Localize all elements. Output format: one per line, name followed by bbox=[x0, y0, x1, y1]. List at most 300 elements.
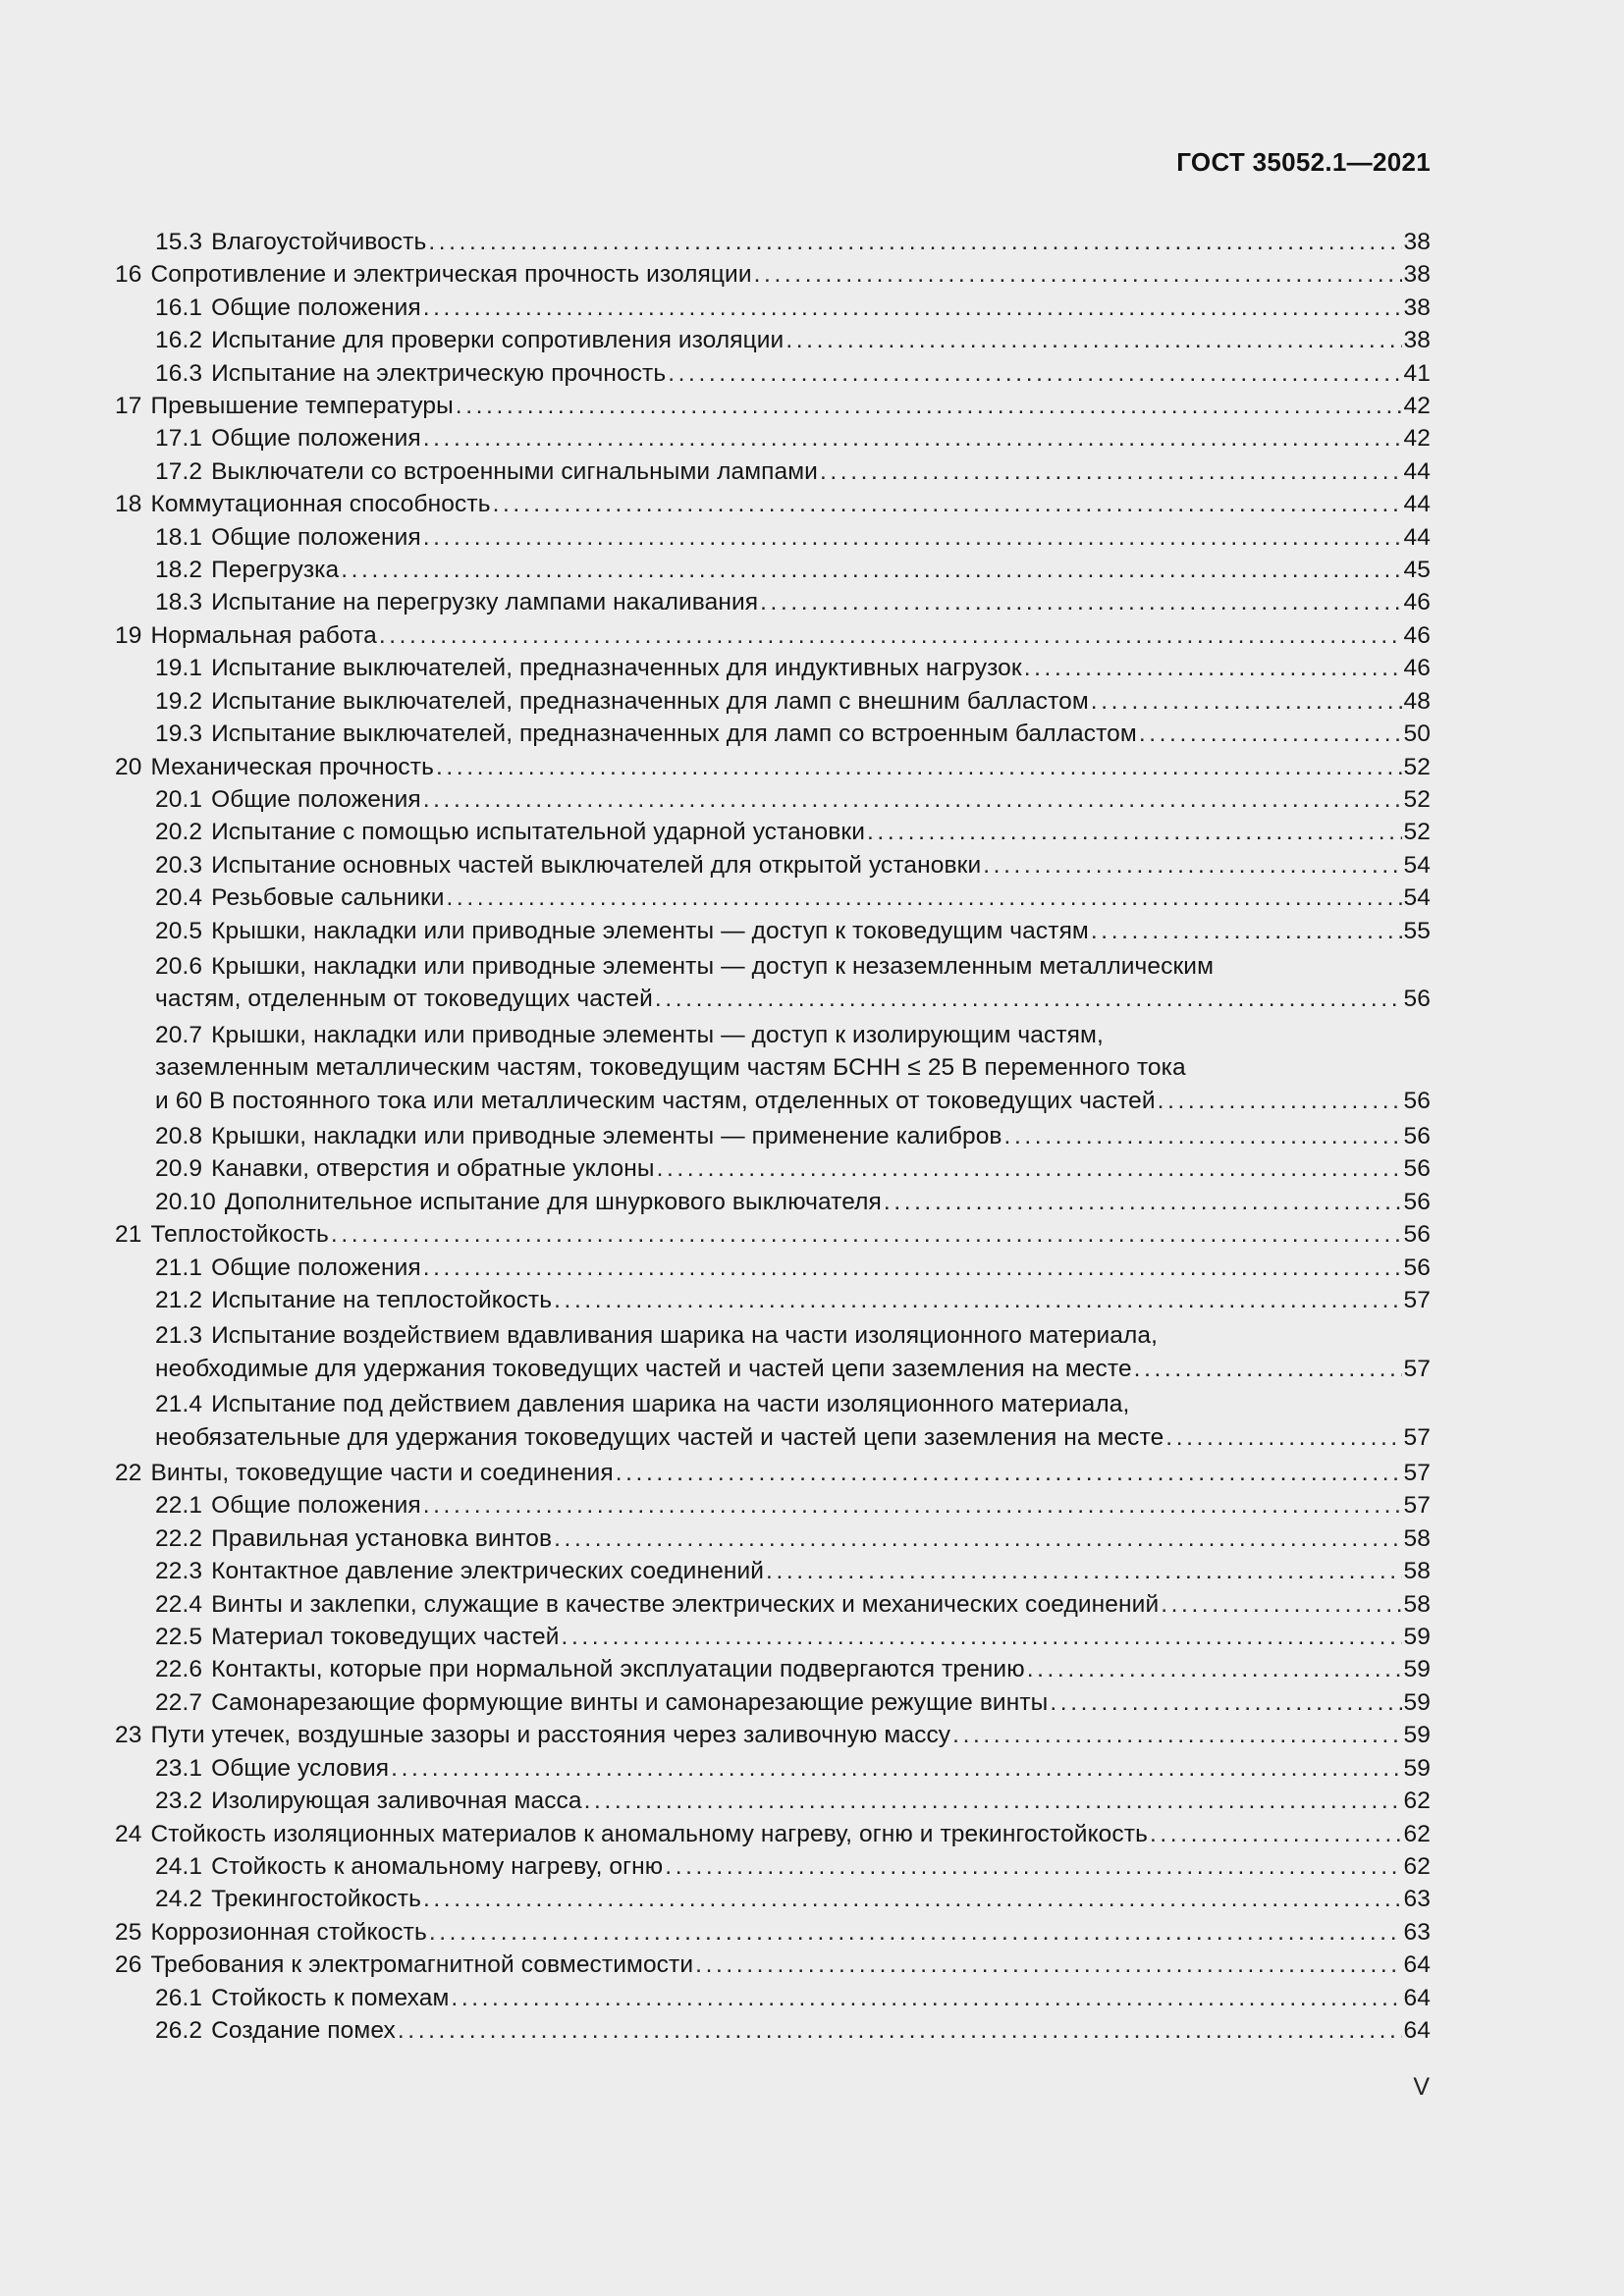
toc-entry bbox=[115, 324, 1431, 356]
toc-entry-title bbox=[155, 1391, 1129, 1417]
toc-entry-number: 19.2 bbox=[155, 687, 203, 715]
toc-dot-leader bbox=[493, 488, 1402, 520]
toc-entry-page: 46 bbox=[1403, 621, 1431, 649]
toc-entry-page: 41 bbox=[1403, 359, 1431, 387]
toc-entry-number: 18 bbox=[115, 491, 142, 518]
toc-dot-leader bbox=[379, 619, 1402, 652]
toc-line bbox=[155, 1152, 1431, 1185]
document-number-header: ГОСТ 35052.1—2021 bbox=[1176, 147, 1431, 177]
toc-entry-number: 18.3 bbox=[155, 589, 203, 616]
toc-entry bbox=[115, 849, 1431, 881]
toc-entry bbox=[115, 258, 1431, 291]
toc-entry-title bbox=[115, 1818, 1148, 1850]
toc-entry-title bbox=[115, 390, 454, 422]
toc-entry bbox=[115, 521, 1431, 554]
toc-entry-page: 46 bbox=[1403, 655, 1431, 682]
toc-entry-page: 59 bbox=[1403, 1688, 1431, 1716]
toc-dot-leader bbox=[423, 1883, 1402, 1915]
toc-entry-page: 56 bbox=[1403, 1188, 1431, 1215]
toc-entry-title bbox=[155, 783, 421, 816]
toc-line bbox=[155, 1785, 1431, 1817]
toc-entry-text: заземленным металлическим частям, токоведущим частям БСНН ≤ 25 В переменного тока bbox=[155, 1054, 1186, 1082]
toc-entry-text: Общие положения bbox=[211, 785, 421, 813]
toc-dot-leader bbox=[766, 1555, 1402, 1587]
toc-dot-leader bbox=[562, 1621, 1402, 1653]
toc-entry-text: Крышки, накладки или приводные элементы — доступ к изолирующим частям, bbox=[211, 1021, 1104, 1048]
toc-entry-title bbox=[155, 1152, 655, 1185]
toc-entry-number: 23.1 bbox=[155, 1754, 203, 1782]
toc-dot-leader bbox=[456, 390, 1402, 422]
toc-entry-title bbox=[155, 1353, 1132, 1385]
toc-dot-leader bbox=[391, 1752, 1401, 1785]
toc-dot-leader bbox=[695, 1949, 1401, 1981]
toc-entry-number: 16.2 bbox=[155, 327, 203, 354]
toc-dot-leader bbox=[423, 1252, 1402, 1284]
toc-dot-leader bbox=[428, 226, 1401, 258]
toc-entry-title bbox=[155, 422, 421, 454]
toc-entry bbox=[115, 1686, 1431, 1719]
toc-entry-page: 38 bbox=[1403, 229, 1431, 255]
toc-line bbox=[155, 521, 1431, 554]
toc-entry-text: Испытание выключателей, предназначенных для индуктивных нагрузок bbox=[211, 655, 1022, 682]
toc-line bbox=[155, 324, 1431, 356]
toc-dot-leader bbox=[423, 783, 1402, 816]
toc-entry-number: 19.3 bbox=[155, 721, 203, 748]
toc-entry-title bbox=[155, 226, 426, 258]
toc-line bbox=[155, 1019, 1431, 1051]
toc-entry-text: Испытание основных частей выключателей для открытой установки bbox=[211, 851, 982, 879]
toc-entry-page: 62 bbox=[1403, 1852, 1431, 1880]
toc-dot-leader bbox=[665, 1850, 1401, 1883]
toc-entry-title bbox=[115, 619, 377, 652]
toc-entry-number: 18.1 bbox=[155, 523, 203, 551]
toc-entry-title bbox=[115, 488, 491, 520]
toc-entry bbox=[115, 718, 1431, 750]
toc-entry-title bbox=[155, 1120, 1002, 1152]
table-of-contents bbox=[115, 226, 1431, 2047]
toc-entry-number: 23.2 bbox=[155, 1788, 203, 1815]
toc-entry bbox=[115, 455, 1431, 488]
toc-entry-title bbox=[155, 292, 421, 324]
toc-entry bbox=[115, 1818, 1431, 1850]
toc-entry-page: 56 bbox=[1403, 1122, 1431, 1149]
toc-line bbox=[115, 1719, 1431, 1751]
toc-entry-title bbox=[115, 751, 434, 783]
toc-entry-title bbox=[155, 1785, 582, 1817]
toc-entry bbox=[115, 1850, 1431, 1883]
toc-dot-leader bbox=[423, 292, 1402, 324]
toc-dot-leader bbox=[1158, 1085, 1402, 1117]
toc-line bbox=[155, 1883, 1431, 1915]
toc-entry-title bbox=[155, 1850, 663, 1883]
toc-entry-title bbox=[115, 1949, 693, 1981]
toc-dot-leader bbox=[655, 983, 1402, 1015]
toc-entry-number: 20.1 bbox=[155, 785, 203, 813]
toc-entry bbox=[115, 881, 1431, 914]
toc-dot-leader bbox=[952, 1719, 1401, 1751]
toc-line bbox=[155, 1186, 1431, 1218]
toc-entry-text: частям, отделенным от токоведущих частей bbox=[155, 986, 653, 1013]
toc-dot-leader bbox=[1165, 1421, 1401, 1454]
toc-entry bbox=[115, 1218, 1431, 1251]
toc-entry bbox=[115, 652, 1431, 684]
toc-line bbox=[155, 2014, 1431, 2047]
toc-entry-title bbox=[155, 1555, 764, 1587]
toc-entry-text: необходимые для удержания токоведущих частей и частей цепи заземления на месте bbox=[155, 1355, 1132, 1382]
toc-dot-leader bbox=[785, 324, 1401, 356]
toc-entry-text: Винты, токоведущие части и соединения bbox=[150, 1460, 614, 1487]
toc-entry-page: 44 bbox=[1403, 457, 1431, 485]
toc-entry-number: 15.3 bbox=[155, 229, 203, 255]
toc-line bbox=[155, 1252, 1431, 1284]
toc-entry-title bbox=[155, 1421, 1164, 1454]
toc-entry-number: 26 bbox=[115, 1951, 142, 1979]
toc-entry bbox=[115, 422, 1431, 454]
toc-line bbox=[115, 751, 1431, 783]
toc-entry-number: 24 bbox=[115, 1820, 142, 1847]
toc-entry-text: Общие положения bbox=[211, 1254, 421, 1281]
toc-dot-leader bbox=[331, 1218, 1402, 1251]
toc-entry-text: Общие условия bbox=[211, 1754, 390, 1782]
toc-entry-text: Винты и заклепки, служащие в качестве электрических и механических соединений bbox=[211, 1590, 1160, 1618]
toc-entry-title bbox=[155, 1686, 1048, 1719]
toc-line bbox=[155, 849, 1431, 881]
toc-entry-page: 62 bbox=[1403, 1820, 1431, 1847]
toc-entry-page: 57 bbox=[1403, 1287, 1431, 1313]
toc-entry-number: 22.2 bbox=[155, 1524, 203, 1552]
toc-entry-page: 59 bbox=[1403, 1754, 1431, 1782]
toc-entry-number: 21 bbox=[115, 1221, 142, 1249]
toc-entry-page: 63 bbox=[1403, 1886, 1431, 1913]
toc-entry bbox=[115, 915, 1431, 947]
toc-entry-text: Испытание для проверки сопротивления изоляции bbox=[211, 327, 785, 354]
toc-entry-number: 21.1 bbox=[155, 1254, 203, 1281]
toc-line bbox=[155, 554, 1431, 586]
toc-entry-title bbox=[155, 1022, 1104, 1048]
toc-entry bbox=[115, 619, 1431, 652]
toc-entry-page: 48 bbox=[1403, 687, 1431, 715]
toc-entry-page: 59 bbox=[1403, 1656, 1431, 1683]
toc-dot-leader bbox=[616, 1457, 1402, 1489]
toc-entry-text: Резьбовые сальники bbox=[211, 884, 445, 912]
toc-entry-text: Общие положения bbox=[211, 1492, 421, 1520]
toc-entry-text: Испытание на электрическую прочность bbox=[211, 359, 667, 387]
toc-line bbox=[115, 1949, 1431, 1981]
toc-entry-title bbox=[155, 652, 1022, 684]
toc-entry-title bbox=[155, 881, 445, 914]
toc-entry-number: 22 bbox=[115, 1460, 142, 1487]
toc-entry bbox=[115, 1457, 1431, 1489]
toc-dot-leader bbox=[1091, 915, 1402, 947]
toc-line bbox=[155, 1489, 1431, 1522]
toc-line bbox=[155, 1353, 1431, 1385]
toc-entry-title bbox=[155, 554, 339, 586]
toc-entry-number: 19 bbox=[115, 621, 142, 649]
toc-entry bbox=[115, 1319, 1431, 1385]
toc-entry-page: 54 bbox=[1403, 851, 1431, 879]
toc-dot-leader bbox=[1027, 1653, 1402, 1685]
toc-dot-leader bbox=[1134, 1353, 1402, 1385]
toc-entry-title bbox=[155, 1186, 882, 1218]
toc-entry bbox=[115, 816, 1431, 848]
toc-entry-text: Испытание на перегрузку лампами накаливания bbox=[211, 589, 759, 616]
toc-dot-leader bbox=[1050, 1686, 1401, 1719]
toc-entry-number: 23 bbox=[115, 1722, 142, 1749]
toc-entry-page: 38 bbox=[1403, 327, 1431, 354]
toc-line bbox=[155, 1588, 1431, 1621]
toc-entry bbox=[115, 586, 1431, 618]
toc-line bbox=[155, 455, 1431, 488]
toc-entry bbox=[115, 488, 1431, 520]
toc-entry-page: 58 bbox=[1403, 1590, 1431, 1618]
toc-entry-text: Контакты, которые при нормальной эксплуатации подвергаются трению bbox=[211, 1656, 1025, 1683]
toc-entry-text: Коммутационная способность bbox=[150, 491, 491, 518]
toc-entry-page: 56 bbox=[1403, 1087, 1431, 1114]
toc-entry-title bbox=[155, 1653, 1025, 1685]
toc-entry-page: 44 bbox=[1403, 523, 1431, 551]
toc-entry-text: Дополнительное испытание для шнуркового выключателя bbox=[224, 1188, 882, 1215]
toc-entry-text: Испытание воздействием вдавливания шарика на части изоляционного материала, bbox=[211, 1322, 1159, 1350]
toc-entry-number: 17.1 bbox=[155, 425, 203, 453]
toc-dot-leader bbox=[754, 258, 1402, 291]
toc-entry-number: 16.3 bbox=[155, 359, 203, 387]
toc-entry-title bbox=[115, 1218, 329, 1251]
toc-entry-page: 54 bbox=[1403, 884, 1431, 912]
toc-entry-page: 52 bbox=[1403, 753, 1431, 780]
toc-entry-title bbox=[115, 258, 752, 291]
toc-line bbox=[115, 258, 1431, 291]
toc-entry-page: 59 bbox=[1403, 1722, 1431, 1749]
toc-line bbox=[155, 1421, 1431, 1454]
toc-line bbox=[115, 390, 1431, 422]
toc-line bbox=[155, 915, 1431, 947]
toc-line bbox=[115, 1218, 1431, 1251]
toc-entry-page: 64 bbox=[1403, 1951, 1431, 1979]
toc-entry bbox=[115, 1949, 1431, 1981]
toc-entry-number: 20.6 bbox=[155, 952, 203, 980]
toc-entry-title bbox=[115, 1457, 614, 1489]
toc-entry-title bbox=[155, 324, 784, 356]
toc-dot-leader bbox=[341, 554, 1401, 586]
toc-line bbox=[155, 950, 1431, 983]
toc-entry-title bbox=[155, 915, 1089, 947]
toc-dot-leader bbox=[1024, 652, 1402, 684]
toc-entry-text: Изолирующая заливочная масса bbox=[211, 1788, 582, 1815]
toc-entry-title bbox=[155, 849, 981, 881]
toc-entry bbox=[115, 1284, 1431, 1316]
toc-entry-number: 17 bbox=[115, 393, 142, 420]
toc-dot-leader bbox=[867, 816, 1402, 848]
toc-entry-title bbox=[155, 718, 1137, 750]
toc-entry bbox=[115, 751, 1431, 783]
toc-entry-page: 64 bbox=[1403, 2016, 1431, 2044]
toc-entry-number: 25 bbox=[115, 1918, 142, 1946]
toc-dot-leader bbox=[451, 1982, 1401, 2014]
toc-entry bbox=[115, 226, 1431, 258]
toc-line bbox=[155, 983, 1431, 1015]
toc-entry-page: 46 bbox=[1403, 589, 1431, 616]
toc-entry-title bbox=[115, 1916, 427, 1949]
toc-entry-text: Испытание на теплостойкость bbox=[211, 1287, 553, 1313]
toc-entry-title bbox=[155, 1982, 449, 2014]
toc-entry-number: 20.5 bbox=[155, 917, 203, 944]
toc-line bbox=[155, 292, 1431, 324]
toc-entry bbox=[115, 1916, 1431, 1949]
toc-entry-text: Крышки, накладки или приводные элементы — доступ к токоведущим частям bbox=[211, 917, 1089, 944]
toc-entry-text: Правильная установка винтов bbox=[211, 1524, 553, 1552]
toc-entry-text: Общие положения bbox=[211, 425, 421, 453]
toc-line bbox=[155, 586, 1431, 618]
toc-entry-page: 57 bbox=[1403, 1423, 1431, 1451]
toc-line bbox=[115, 619, 1431, 652]
toc-line bbox=[155, 357, 1431, 390]
toc-entry-number: 16.1 bbox=[155, 294, 203, 321]
toc-entry bbox=[115, 1719, 1431, 1751]
toc-entry-number: 22.5 bbox=[155, 1624, 203, 1651]
toc-entry bbox=[115, 1489, 1431, 1522]
toc-entry bbox=[115, 685, 1431, 718]
toc-line bbox=[155, 881, 1431, 914]
toc-entry-number: 26.1 bbox=[155, 1984, 203, 2011]
toc-entry-text: Крышки, накладки или приводные элементы — доступ к незаземленным металлическим bbox=[211, 952, 1215, 980]
toc-dot-leader bbox=[429, 1916, 1402, 1949]
toc-entry-text: Крышки, накладки или приводные элементы — применение калибров bbox=[211, 1122, 1002, 1149]
toc-entry-number: 22.7 bbox=[155, 1688, 203, 1716]
toc-line bbox=[155, 1085, 1431, 1117]
toc-entry bbox=[115, 950, 1431, 1016]
toc-entry-text: Нормальная работа bbox=[150, 621, 377, 649]
toc-entry-page: 38 bbox=[1403, 261, 1431, 289]
toc-entry-title bbox=[155, 1284, 552, 1316]
toc-dot-leader bbox=[760, 586, 1401, 618]
toc-entry-number: 20.7 bbox=[155, 1021, 203, 1048]
toc-entry-page: 50 bbox=[1403, 721, 1431, 748]
toc-entry-title bbox=[115, 1719, 950, 1751]
toc-line bbox=[155, 1388, 1431, 1420]
toc-dot-leader bbox=[657, 1152, 1402, 1185]
toc-entry-text: Общие положения bbox=[211, 523, 421, 551]
toc-entry-text: необязательные для удержания токоведущих частей и частей цепи заземления на месте bbox=[155, 1423, 1164, 1451]
toc-dot-leader bbox=[1150, 1818, 1402, 1850]
toc-dot-leader bbox=[423, 422, 1402, 454]
toc-entry bbox=[115, 292, 1431, 324]
toc-entry-title bbox=[155, 455, 818, 488]
toc-entry-text: Стойкость к аномальному нагреву, огню bbox=[211, 1852, 664, 1880]
toc-entry-title bbox=[155, 953, 1214, 980]
toc-entry-text: Коррозионная стойкость bbox=[150, 1918, 427, 1946]
toc-line bbox=[155, 226, 1431, 258]
toc-entry-number: 26.2 bbox=[155, 2016, 203, 2044]
toc-entry-page: 44 bbox=[1403, 491, 1431, 518]
toc-entry-page: 57 bbox=[1403, 1355, 1431, 1382]
toc-entry-page: 52 bbox=[1403, 785, 1431, 813]
toc-entry bbox=[115, 2014, 1431, 2047]
toc-entry-number: 20.3 bbox=[155, 851, 203, 879]
toc-entry-page: 58 bbox=[1403, 1558, 1431, 1585]
toc-entry bbox=[115, 1883, 1431, 1915]
toc-line bbox=[155, 1982, 1431, 2014]
toc-entry-text: Сопротивление и электрическая прочность изоляции bbox=[150, 261, 752, 289]
toc-line bbox=[155, 1555, 1431, 1587]
toc-entry bbox=[115, 1555, 1431, 1587]
toc-entry-page: 58 bbox=[1403, 1524, 1431, 1552]
toc-line bbox=[155, 1752, 1431, 1785]
toc-entry bbox=[115, 1621, 1431, 1653]
toc-entry-page: 57 bbox=[1403, 1492, 1431, 1520]
toc-line bbox=[115, 1916, 1431, 1949]
toc-dot-leader bbox=[1161, 1588, 1401, 1621]
toc-entry-page: 56 bbox=[1403, 986, 1431, 1013]
toc-dot-leader bbox=[820, 455, 1402, 488]
toc-entry-page: 59 bbox=[1403, 1624, 1431, 1651]
toc-entry-number: 17.2 bbox=[155, 457, 203, 485]
toc-entry-text: Превышение температуры bbox=[150, 393, 454, 420]
toc-entry-text: Стойкость к помехам bbox=[211, 1984, 450, 2011]
toc-entry-number: 16 bbox=[115, 261, 142, 289]
toc-dot-leader bbox=[584, 1785, 1402, 1817]
toc-line bbox=[155, 1284, 1431, 1316]
toc-entry-title bbox=[155, 1522, 552, 1555]
toc-entry-title bbox=[155, 1621, 560, 1653]
toc-entry-number: 21.2 bbox=[155, 1287, 203, 1313]
toc-entry-number: 22.6 bbox=[155, 1656, 203, 1683]
toc-entry bbox=[115, 1186, 1431, 1218]
toc-entry-title bbox=[155, 357, 666, 390]
toc-entry-text: Общие положения bbox=[211, 294, 421, 321]
toc-entry bbox=[115, 1019, 1431, 1117]
toc-entry-title bbox=[155, 816, 865, 848]
toc-dot-leader bbox=[398, 2014, 1402, 2047]
toc-entry-text: Трекингостойкость bbox=[211, 1886, 421, 1913]
toc-dot-leader bbox=[1091, 685, 1402, 718]
toc-entry-text: Контактное давление электрических соединений bbox=[211, 1558, 765, 1585]
toc-entry-number: 20.2 bbox=[155, 819, 203, 846]
toc-dot-leader bbox=[983, 849, 1401, 881]
toc-entry-title bbox=[155, 685, 1089, 718]
toc-entry-number: 20.4 bbox=[155, 884, 203, 912]
toc-entry-number: 22.1 bbox=[155, 1492, 203, 1520]
toc-dot-leader bbox=[423, 1489, 1402, 1522]
toc-line bbox=[155, 1653, 1431, 1685]
toc-line bbox=[155, 652, 1431, 684]
toc-dot-leader bbox=[668, 357, 1401, 390]
toc-entry bbox=[115, 554, 1431, 586]
toc-entry-text: Материал токоведущих частей bbox=[211, 1624, 560, 1651]
toc-entry-text: Влагоустойчивость bbox=[211, 229, 427, 255]
toc-dot-leader bbox=[436, 751, 1402, 783]
toc-dot-leader bbox=[423, 521, 1402, 554]
toc-entry-number: 19.1 bbox=[155, 655, 203, 682]
toc-line bbox=[155, 1319, 1431, 1352]
toc-entry bbox=[115, 357, 1431, 390]
page-number: V bbox=[1413, 2073, 1430, 2101]
toc-entry-page: 56 bbox=[1403, 1155, 1431, 1183]
toc-entry-number: 20 bbox=[115, 753, 142, 780]
toc-entry-text: Выключатели со встроенными сигнальными лампами bbox=[211, 457, 818, 485]
toc-entry-text: Механическая прочность bbox=[150, 753, 434, 780]
toc-entry bbox=[115, 1152, 1431, 1185]
toc-entry bbox=[115, 783, 1431, 816]
toc-entry-title bbox=[155, 1752, 389, 1785]
toc-entry bbox=[115, 1120, 1431, 1152]
toc-line bbox=[155, 1621, 1431, 1653]
toc-entry-number: 24.1 bbox=[155, 1852, 203, 1880]
toc-entry-text: Создание помех bbox=[211, 2016, 396, 2044]
toc-entry-number: 22.4 bbox=[155, 1590, 203, 1618]
toc-entry bbox=[115, 1388, 1431, 1454]
toc-dot-leader bbox=[1139, 718, 1402, 750]
toc-entry-page: 63 bbox=[1403, 1918, 1431, 1946]
